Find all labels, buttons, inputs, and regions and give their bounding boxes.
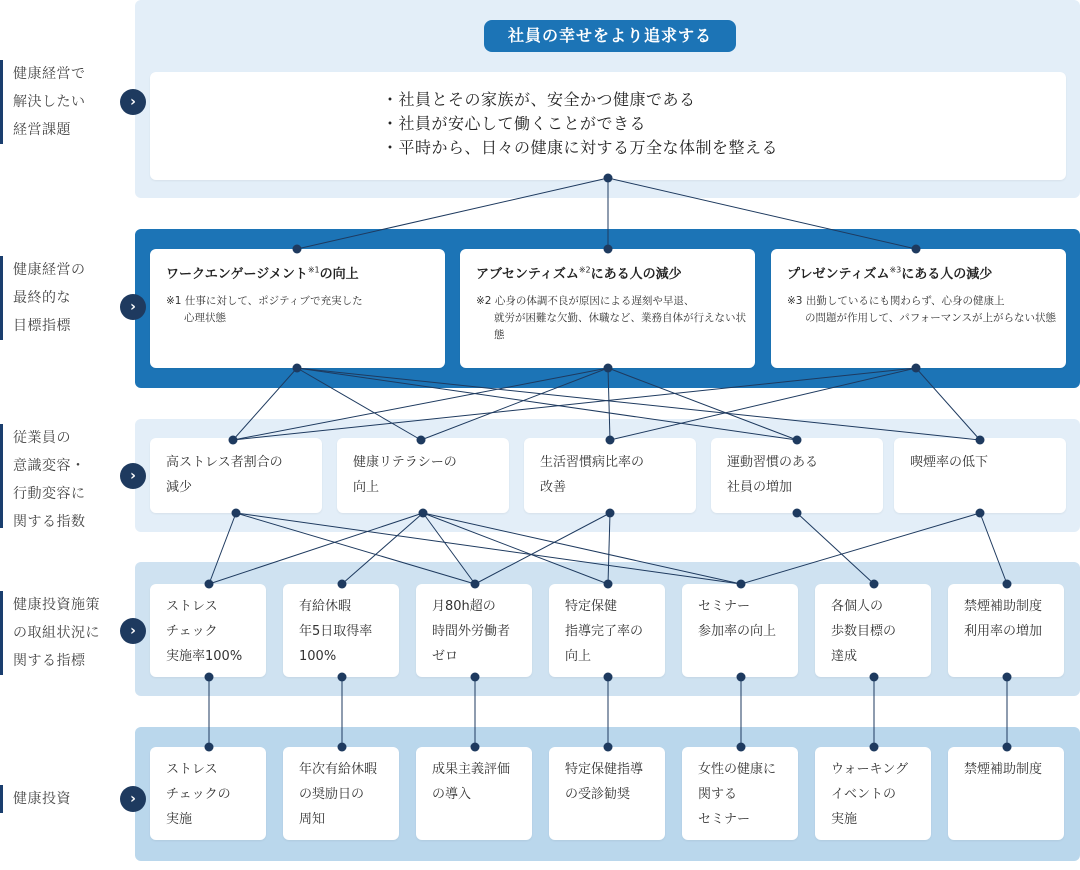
- behavior-label: 生活習慣病比率の 改善: [540, 455, 645, 495]
- investment-label: ウォーキング イベントの 実施: [831, 762, 909, 827]
- issues-list: [382, 88, 778, 160]
- measure-label: セミナー 参加率の向上: [698, 599, 777, 639]
- behavior-card: [337, 438, 509, 513]
- sidebar-label: 健康経営の 最終的な 目標指標: [13, 262, 86, 334]
- investment-card: [283, 747, 399, 840]
- sidebar-row-investments: [0, 785, 136, 813]
- list-item: ・平時から、日々の健康に対する万全な体制を整える: [382, 138, 779, 157]
- behavior-card: [894, 438, 1066, 513]
- sidebar-label: 健康投資: [13, 791, 71, 807]
- measure-card: [815, 584, 931, 677]
- investment-label: 女性の健康に 関する セミナー: [698, 762, 777, 827]
- behavior-label: 喫煙率の低下: [910, 455, 989, 470]
- measure-card: [682, 584, 798, 677]
- sidebar-bar: [0, 424, 3, 528]
- sidebar-row-behaviors: [0, 424, 136, 530]
- investment-card: [416, 747, 532, 840]
- sidebar-bar: [0, 591, 3, 675]
- investment-card: [948, 747, 1064, 840]
- sidebar-row-measures: [0, 591, 136, 675]
- goal-note: ※2 心身の体調不良が原因による遅刻や早退、 就労が困難な欠勤、休職など、業務自体が行えない状態: [476, 295, 746, 341]
- goal-card-engagement: [150, 249, 445, 368]
- measure-card: [948, 584, 1064, 677]
- goal-note: ※3 出勤しているにも関わらず、心身の健康上 の問題が作用して、パフォーマンスが上がらない状態: [787, 295, 1056, 324]
- chevron-right-icon: ›: [120, 89, 146, 115]
- investment-card: [682, 747, 798, 840]
- issues-card: [150, 72, 1066, 180]
- investment-card: [150, 747, 266, 840]
- chevron-right-icon: ›: [120, 463, 146, 489]
- sidebar-bar: [0, 785, 3, 813]
- mission-pill: 社員の幸せをより追求する: [484, 20, 736, 52]
- goal-title: ワークエンゲージメント$^{※1}$の向上: [166, 265, 359, 282]
- investment-label: 年次有給休暇 の奨励日の 周知: [299, 762, 378, 827]
- investment-label: 成果主義評価 の導入: [432, 762, 511, 802]
- chevron-right-icon: ›: [120, 786, 146, 812]
- behavior-label: 健康リテラシーの 向上: [353, 455, 457, 495]
- chevron-right-icon: ›: [120, 618, 146, 644]
- investment-label: ストレス チェックの 実施: [166, 762, 231, 827]
- goal-title: アブセンティズム$^{※2}$にある人の減少: [476, 265, 682, 282]
- sidebar-bar: [0, 60, 3, 144]
- goal-note: ※1 仕事に対して、ポジティブで充実した 心理状態: [166, 295, 363, 324]
- investment-card: [549, 747, 665, 840]
- investment-label: 特定保健指導 の受診勧奨: [565, 762, 644, 802]
- investment-label: 禁煙補助制度: [964, 762, 1043, 777]
- list-item: ・社員とその家族が、安全かつ健康である: [382, 90, 696, 109]
- measure-label: 特定保健 指導完了率の 向上: [565, 599, 644, 664]
- goal-card-absenteeism: [460, 249, 755, 368]
- sidebar-bar: [0, 256, 3, 340]
- behavior-label: 高ストレス者割合の 減少: [166, 455, 283, 495]
- measure-label: ストレス チェック 実施率100%: [166, 599, 243, 664]
- behavior-card: [150, 438, 322, 513]
- sidebar-label: 健康投資施策 の取組状況に 関する指標: [13, 597, 100, 669]
- list-item: ・社員が安心して働くことができる: [382, 114, 647, 133]
- behavior-label: 運動習慣のある 社員の増加: [727, 455, 819, 495]
- chevron-right-icon: ›: [120, 294, 146, 320]
- investment-card: [815, 747, 931, 840]
- sidebar-row-goals: [0, 256, 136, 340]
- sidebar-label: 健康経営で 解決したい 経営課題: [13, 66, 86, 138]
- goal-title: プレゼンティズム$^{※3}$にある人の減少: [787, 265, 993, 282]
- sidebar-row-issues: [0, 60, 136, 144]
- measure-card: [416, 584, 532, 677]
- measure-card: [283, 584, 399, 677]
- measure-card: [549, 584, 665, 677]
- sidebar-label: 従業員の 意識変容・ 行動変容に 関する指数: [13, 430, 86, 530]
- behavior-card: [711, 438, 883, 513]
- behavior-card: [524, 438, 696, 513]
- measure-card: [150, 584, 266, 677]
- measure-label: 月80h超の 時間外労働者 ゼロ: [432, 599, 511, 664]
- measure-label: 各個人の 歩数目標の 達成: [831, 599, 897, 664]
- goal-card-presenteeism: [771, 249, 1066, 368]
- measure-label: 禁煙補助制度 利用率の増加: [964, 599, 1043, 639]
- measure-label: 有給休暇 年5日取得率 100%: [299, 599, 373, 664]
